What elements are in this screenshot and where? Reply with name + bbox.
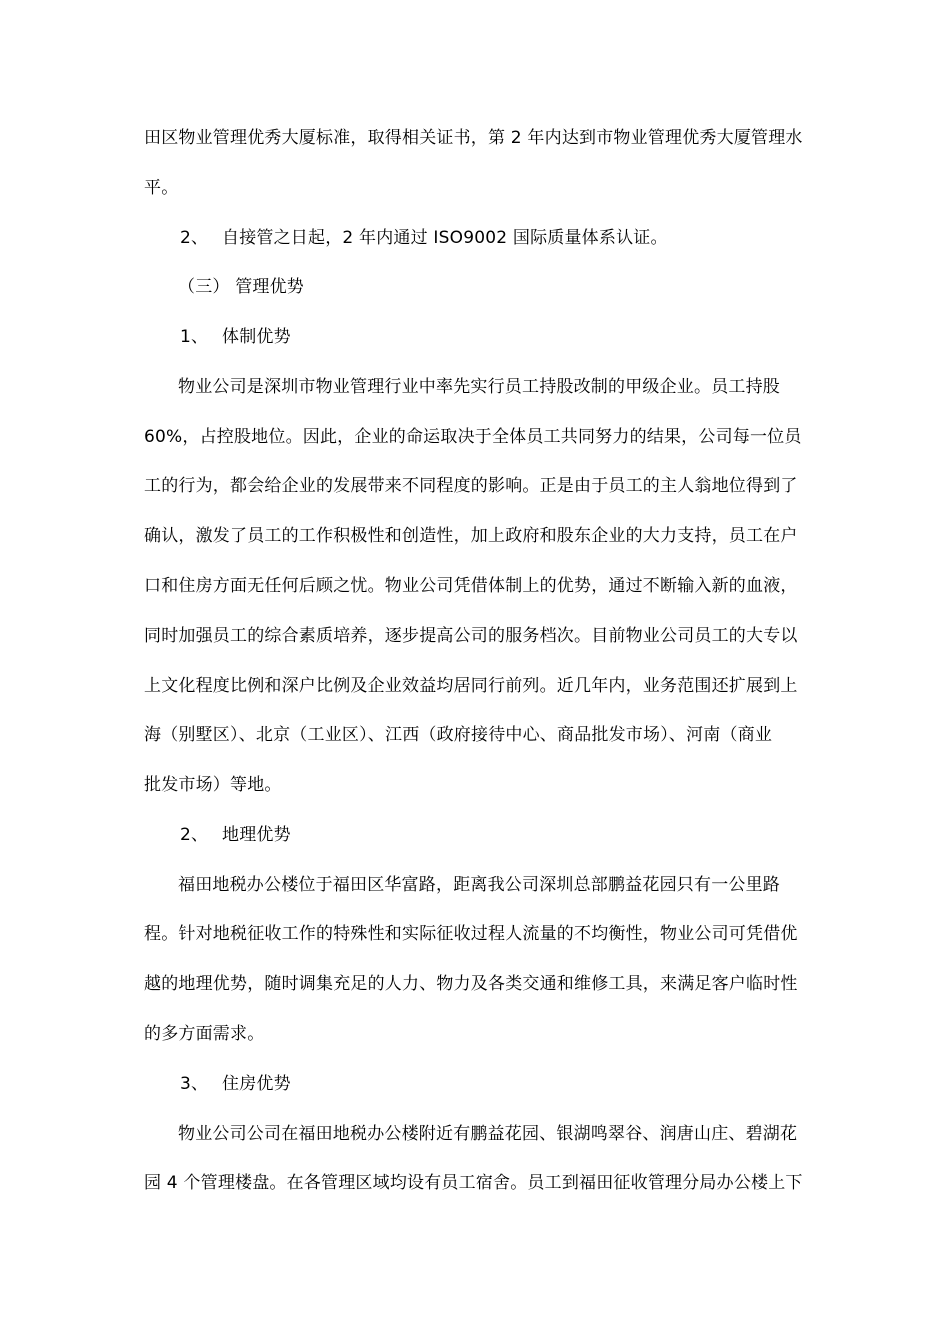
paragraph-line: 福田地税办公楼位于福田区华富路，距离我公司深圳总部鹏益花园只有一公里路: [178, 875, 780, 895]
numbered-heading: [180, 325, 850, 349]
paragraph-line: 上文化程度比例和深户比例及企业效益均居同行前列。近几年内，业务范围还扩展到上: [144, 676, 798, 696]
paragraph-line: 田区物业管理优秀大厦标准，取得相关证书，第 2 年内达到市物业管理优秀大厦管理水: [144, 128, 803, 148]
paragraph-line: 平。: [144, 178, 179, 198]
item-number: 2、: [180, 228, 209, 248]
paragraph-line: 的多方面需求。: [144, 1024, 265, 1044]
numbered-item: [180, 226, 850, 250]
paragraph-line: 物业公司是深圳市物业管理行业中率先实行员工持股改制的甲级企业。员工持股: [178, 377, 780, 397]
paragraph-line: 同时加强员工的综合素质培养，逐步提高公司的服务档次。目前物业公司员工的大专以: [144, 626, 798, 646]
paragraph-line: 越的地理优势，随时调集充足的人力、物力及各类交通和维修工具，来满足客户临时性: [144, 974, 798, 994]
paragraph-line: 60%，占控股地位。因此，企业的命运取决于全体员工共同努力的结果，公司每一位员: [144, 427, 802, 447]
heading-text: 地理优势: [222, 825, 291, 845]
heading-number: 1、: [180, 327, 209, 347]
paragraph-line: 园 4 个管理楼盘。在各管理区域均设有员工宿舍。员工到福田征收管理分局办公楼上下: [144, 1173, 803, 1193]
paragraph-line: 海（别墅区）、北京（工业区）、江西（政府接待中心、商品批发市场）、河南（商业: [144, 725, 773, 745]
paragraph-line: 确认，激发了员工的工作积极性和创造性，加上政府和股东企业的大力支持，员工在户: [144, 526, 798, 546]
numbered-heading: [180, 823, 850, 847]
section-heading: （三） 管理优势: [178, 277, 305, 297]
paragraph-line: 程。针对地税征收工作的特殊性和实际征收过程人流量的不均衡性，物业公司可凭借优: [144, 924, 798, 944]
item-text: 自接管之日起，2 年内通过 ISO9002 国际质量体系认证。: [222, 228, 668, 248]
numbered-heading: [180, 1072, 850, 1096]
heading-text: 体制优势: [222, 327, 291, 347]
heading-text: 住房优势: [222, 1074, 291, 1094]
paragraph-line: 工的行为，都会给企业的发展带来不同程度的影响。正是由于员工的主人翁地位得到了: [144, 476, 798, 496]
paragraph-line: 批发市场）等地。: [144, 775, 282, 795]
heading-number: 2、: [180, 825, 209, 845]
paragraph-line: 物业公司公司在福田地税办公楼附近有鹏益花园、银湖鸣翠谷、润唐山庄、碧湖花: [178, 1124, 798, 1144]
paragraph-line: 口和住房方面无任何后顾之忧。物业公司凭借体制上的优势，通过不断输入新的血液，: [144, 576, 798, 596]
heading-number: 3、: [180, 1074, 209, 1094]
